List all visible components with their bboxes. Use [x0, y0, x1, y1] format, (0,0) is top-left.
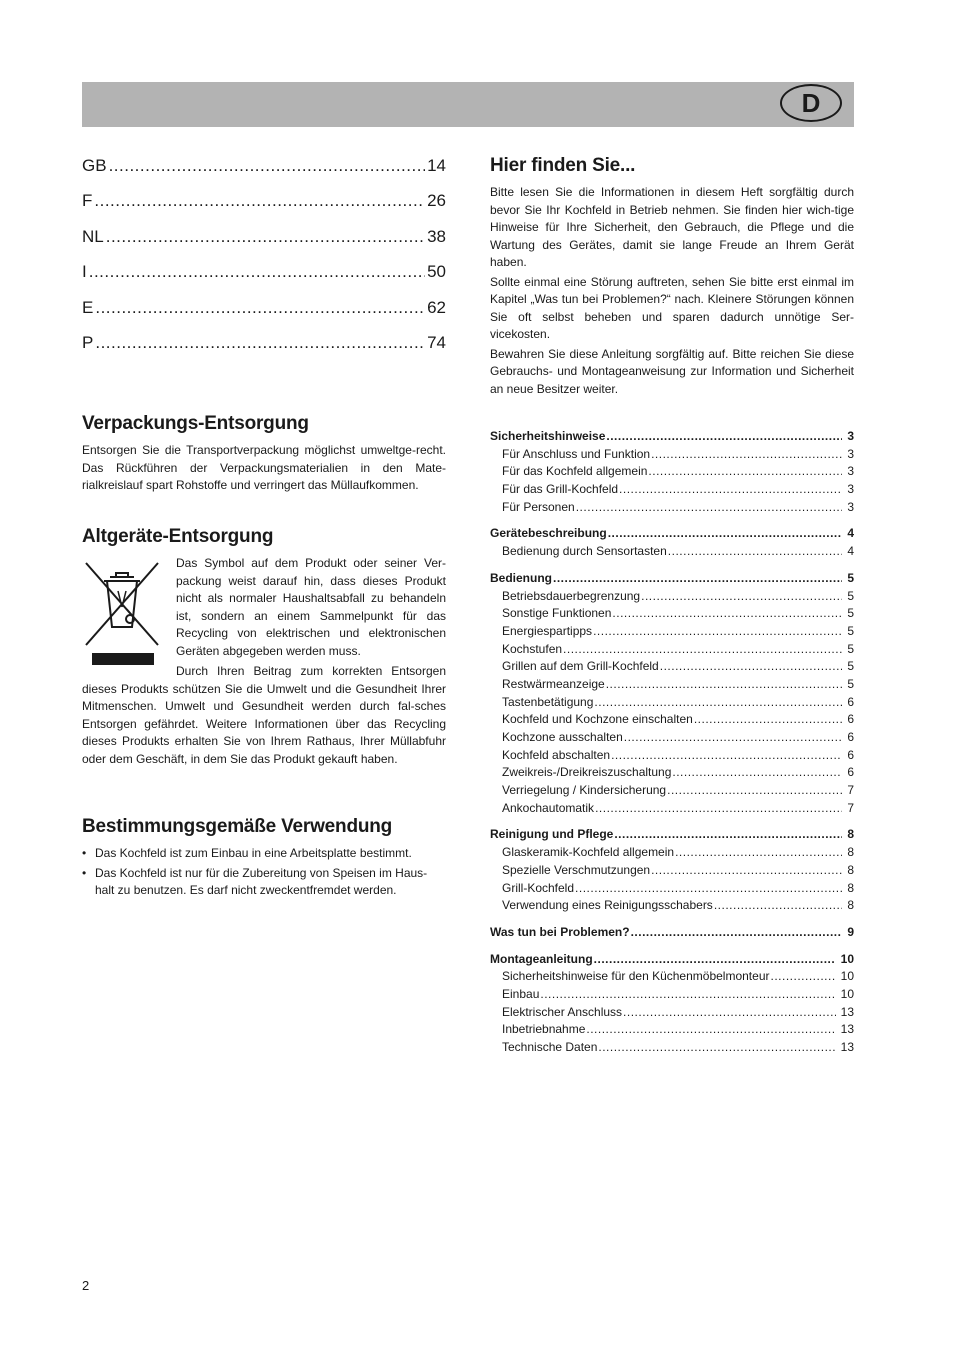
table-of-contents	[490, 428, 854, 1066]
language-page-number: 38	[427, 226, 446, 246]
toc-entry-title: Ankochautomatik	[502, 800, 595, 815]
toc-entry-title: Glaskeramik-Kochfeld allgemein	[502, 845, 675, 860]
section-title: Verpackungs-Entsorgung	[82, 413, 309, 434]
language-index-row-f[interactable]	[82, 183, 446, 218]
toc-group	[490, 428, 854, 516]
intro-paragraph: Sollte einmal eine Störung auftreten, sehen Sie bitte erst einmal im Kapitel „Was tun bei Problemen?“ nach. Kleinere Störungen können Sie oft selbst beheben und sparen dadurch unnötige Ser-vicekosten.	[490, 274, 854, 341]
toc-entry-title: Gerätebeschreibung	[490, 526, 607, 541]
toc-group	[490, 570, 854, 818]
toc-entry-page: 5	[847, 570, 854, 585]
toc-item[interactable]	[490, 588, 854, 606]
dot-leader	[94, 183, 425, 218]
toc-entry-page: 6	[847, 730, 854, 744]
toc-item[interactable]	[490, 844, 854, 862]
toc-entry-page: 8	[847, 845, 854, 860]
dot-leader	[598, 1039, 835, 1057]
toc-item[interactable]	[490, 986, 854, 1004]
toc-entry-title: Kochfeld und Kochzone einschalten	[502, 712, 693, 727]
section-title: Hier finden Sie...	[490, 155, 636, 176]
toc-entry-title: Einbau	[502, 986, 540, 1001]
toc-group	[490, 924, 854, 942]
language-code: NL	[82, 226, 104, 246]
toc-chapter[interactable]	[490, 951, 854, 969]
toc-entry-page: 3	[847, 429, 854, 443]
toc-entry-page: 10	[840, 969, 854, 984]
toc-entry-page: 10	[840, 986, 854, 1001]
toc-entry-page: 13	[840, 1040, 854, 1054]
bullet-item: • Das Kochfeld ist nur für die Zubereitung von Speisen im Haus-halt zu benutzen. Es darf nicht zweckentfremdet werden.	[82, 865, 446, 900]
toc-entry-page: 13	[840, 1022, 854, 1037]
dot-leader	[594, 951, 836, 969]
dot-leader	[606, 428, 842, 446]
section-hier-finden-sie	[490, 154, 854, 398]
language-page-number: 14	[427, 156, 446, 175]
language-code: I	[82, 262, 87, 282]
toc-entry-title: Grill-Kochfeld	[502, 880, 575, 895]
language-code: GB	[82, 156, 107, 175]
toc-chapter[interactable]	[490, 570, 854, 588]
toc-group	[490, 525, 854, 560]
dot-leader	[651, 862, 842, 880]
dot-leader	[109, 148, 426, 183]
toc-item[interactable]	[490, 543, 854, 561]
toc-group	[490, 826, 854, 914]
language-code: F	[82, 191, 93, 211]
dot-leader	[641, 588, 842, 606]
toc-entry-page: 7	[847, 783, 854, 798]
toc-entry-page: 6	[847, 694, 854, 709]
dot-leader	[612, 605, 842, 623]
toc-entry-page: 5	[847, 588, 854, 603]
toc-entry-title: Bedienung durch Sensortasten	[502, 544, 667, 559]
toc-entry-title: Elektrischer Anschluss	[502, 1004, 623, 1019]
toc-entry-page: 5	[847, 676, 854, 691]
toc-entry-title: Was tun bei Problemen?	[490, 924, 630, 939]
toc-item[interactable]	[490, 463, 854, 481]
intro-paragraph: Bewahren Sie diese Anleitung sorgfältig auf. Bitte reichen Sie diese Gebrauchs- und Montageanweisung zur Information und Sicherheit an neue Besitzer weiter.	[490, 346, 854, 396]
toc-item[interactable]	[490, 880, 854, 898]
toc-entry-page: 8	[847, 898, 854, 913]
dot-leader	[586, 1021, 835, 1039]
dot-leader	[694, 711, 843, 729]
toc-entry-title: Sonstige Funktionen	[502, 606, 612, 621]
toc-item[interactable]	[490, 481, 854, 499]
toc-entry-title: Für das Kochfeld allgemein	[502, 464, 648, 479]
toc-entry-page: 9	[847, 924, 854, 939]
toc-entry-page: 3	[847, 464, 854, 479]
toc-item[interactable]	[490, 1004, 854, 1022]
dot-leader	[576, 499, 843, 517]
toc-item[interactable]	[490, 729, 854, 747]
language-code: E	[82, 297, 94, 317]
toc-entry-page: 8	[847, 862, 854, 877]
toc-item[interactable]	[490, 446, 854, 464]
toc-entry-title: Zweikreis-/Dreikreiszuschaltung	[502, 765, 672, 780]
crossed-out-wheelie-bin-icon	[82, 555, 176, 667]
header-bar	[82, 82, 854, 127]
toc-chapter[interactable]	[490, 826, 854, 844]
language-index-row-nl[interactable]	[82, 219, 446, 254]
section-text: Entsorgen Sie die Transportverpackung möglichst umweltge-recht. Das Rückführen der Verpackungsmaterialien in den Mate-rialkreislauf spart Rohstoffe und verringert das Müllaufkommen.	[82, 443, 446, 492]
toc-item[interactable]	[490, 897, 854, 915]
toc-entry-title: Energiespartipps	[502, 623, 593, 638]
section-bestimmungsgemaesse-verwendung	[82, 815, 446, 902]
dot-leader	[595, 800, 842, 818]
toc-entry-page: 3	[847, 446, 854, 461]
section-text-1: Das Symbol auf dem Produkt oder seiner Ver-packung weist darauf hin, dass dieses Produkt nicht als normaler Haushaltsabfall zu behandeln ist, sondern an einem Sammelpunkt für das Recycling von elektrischen und elektronischen Geräten abgegeben werden muss.	[176, 556, 446, 658]
toc-entry-title: Technische Daten	[502, 1040, 598, 1054]
toc-item[interactable]	[490, 641, 854, 659]
toc-item[interactable]	[490, 1039, 854, 1057]
toc-entry-title: Für das Grill-Kochfeld	[502, 482, 619, 497]
toc-entry-title: Kochzone ausschalten	[502, 730, 623, 744]
toc-item[interactable]	[490, 764, 854, 782]
toc-entry-page: 8	[847, 880, 854, 895]
toc-entry-page: 5	[847, 659, 854, 674]
toc-item[interactable]	[490, 676, 854, 694]
toc-entry-page: 5	[847, 606, 854, 621]
dot-leader	[651, 446, 842, 464]
dot-leader	[771, 968, 836, 986]
toc-item[interactable]	[490, 782, 854, 800]
toc-entry-title: Sicherheitshinweise	[490, 429, 606, 443]
language-index-row-p[interactable]	[82, 325, 446, 360]
toc-entry-page: 5	[847, 641, 854, 656]
toc-entry-title: Kochfeld abschalten	[502, 747, 611, 762]
language-code: P	[82, 332, 94, 352]
toc-entry-page: 10	[840, 951, 854, 966]
toc-entry-title: Grillen auf dem Grill-Kochfeld	[502, 659, 659, 674]
dot-leader	[672, 764, 842, 782]
dot-leader	[668, 543, 843, 561]
toc-entry-page: 6	[847, 712, 854, 727]
dot-leader	[614, 826, 842, 844]
language-index-row-i[interactable]	[82, 254, 446, 289]
toc-entry-title: Sicherheitshinweise für den Küchenmöbelmonteur	[502, 969, 770, 984]
toc-entry-title: Betriebsdauerbegrenzung	[502, 588, 641, 603]
section-title: Bestimmungsgemäße Verwendung	[82, 816, 393, 837]
toc-item[interactable]	[490, 1021, 854, 1039]
toc-entry-page: 6	[847, 747, 854, 762]
toc-item[interactable]	[490, 605, 854, 623]
language-index	[82, 148, 446, 360]
toc-group	[490, 951, 854, 1057]
intro-paragraph: Bitte lesen Sie die Informationen in diesem Heft sorgfältig durch bevor Sie Ihr Kochfeld in Betrieb nehmen. Sie finden hier wich-tige Hinweise für Ihre Sicherheit, den Gebrauch, die Pflege und die Wartung des Gerätes, damit sie lange Freude an Ihrem Gerät haben.	[490, 185, 854, 269]
toc-entry-title: Spezielle Verschmutzungen	[502, 862, 651, 877]
dot-leader	[667, 782, 842, 800]
dot-leader	[594, 694, 842, 712]
dot-leader	[575, 880, 842, 898]
toc-entry-page: 4	[847, 526, 854, 541]
toc-item[interactable]	[490, 694, 854, 712]
dot-leader	[606, 676, 843, 694]
language-page-number: 50	[427, 262, 446, 282]
toc-item[interactable]	[490, 711, 854, 729]
toc-item[interactable]	[490, 499, 854, 517]
toc-entry-page: 5	[847, 623, 854, 638]
dot-leader	[540, 986, 835, 1004]
dot-leader	[624, 729, 843, 747]
dot-leader	[648, 463, 842, 481]
toc-entry-title: Verwendung eines Reinigungsschabers	[502, 898, 713, 913]
section-altgeraete-entsorgung	[82, 525, 446, 768]
toc-entry-page: 6	[847, 765, 854, 780]
toc-item[interactable]	[490, 862, 854, 880]
toc-item[interactable]	[490, 800, 854, 818]
dot-leader	[675, 844, 842, 862]
dot-leader	[619, 481, 842, 499]
dot-leader	[611, 747, 842, 765]
toc-entry-title: Kochstufen	[502, 641, 563, 656]
page-number: 2	[82, 1278, 90, 1293]
language-badge: D	[780, 84, 842, 122]
toc-entry-title: Tastenbetätigung	[502, 694, 594, 709]
dot-leader	[106, 219, 425, 254]
toc-chapter[interactable]	[490, 924, 854, 942]
bullet-item: • Das Kochfeld ist zum Einbau in eine Arbeitsplatte bestimmt.	[82, 845, 446, 863]
dot-leader	[563, 641, 842, 659]
dot-leader	[593, 623, 842, 641]
section-verpackungs-entsorgung	[82, 412, 446, 495]
dot-leader	[623, 1004, 836, 1022]
toc-entry-page: 13	[840, 1004, 854, 1019]
dot-leader	[95, 325, 425, 360]
section-text-2: Durch Ihren Beitrag zum korrekten Entsorgen dieses Produkts schützen Sie die Umwelt und die Gesundheit Ihrer Mitmenschen. Umwelt und Gesundheit werden durch fal-sches Entsorgen gefährdet. Weitere Informationen über das Recycling dieses Produkts erhalten Sie von Ihrem Rathaus, Ihrer Müllabfuhr oder dem Geschäft, in dem Sie das Produkt gekauft haben.	[82, 664, 446, 766]
toc-chapter[interactable]	[490, 428, 854, 446]
language-index-row-gb[interactable]	[82, 148, 446, 183]
dot-leader	[714, 897, 843, 915]
toc-entry-title: Für Anschluss und Funktion	[502, 446, 651, 461]
dot-leader	[95, 290, 425, 325]
dot-leader	[89, 254, 425, 289]
toc-entry-title: Bedienung	[490, 570, 552, 585]
language-page-number: 74	[427, 332, 446, 352]
toc-entry-page: 8	[847, 827, 854, 842]
toc-entry-title: Montageanleitung	[490, 951, 593, 966]
language-index-row-e[interactable]	[82, 290, 446, 325]
toc-item[interactable]	[490, 623, 854, 641]
dot-leader	[553, 570, 842, 588]
toc-chapter[interactable]	[490, 525, 854, 543]
toc-entry-page: 3	[847, 482, 854, 497]
toc-entry-title: Für Personen	[502, 499, 575, 514]
toc-item[interactable]	[490, 658, 854, 676]
dot-leader	[660, 658, 843, 676]
toc-entry-title: Verriegelung / Kindersicherung	[502, 783, 667, 798]
toc-entry-title: Reinigung und Pflege	[490, 827, 614, 842]
dot-leader	[608, 525, 843, 543]
toc-entry-page: 7	[847, 800, 854, 815]
dot-leader	[631, 924, 843, 942]
toc-entry-title: Inbetriebnahme	[502, 1022, 586, 1037]
toc-item[interactable]	[490, 747, 854, 765]
language-page-number: 62	[427, 297, 446, 317]
toc-item[interactable]	[490, 968, 854, 986]
toc-entry-page: 3	[847, 499, 854, 514]
toc-entry-title: Restwärmeanzeige	[502, 676, 605, 691]
section-title: Altgeräte-Entsorgung	[82, 526, 274, 547]
toc-entry-page: 4	[847, 544, 854, 559]
language-page-number: 26	[427, 191, 446, 211]
